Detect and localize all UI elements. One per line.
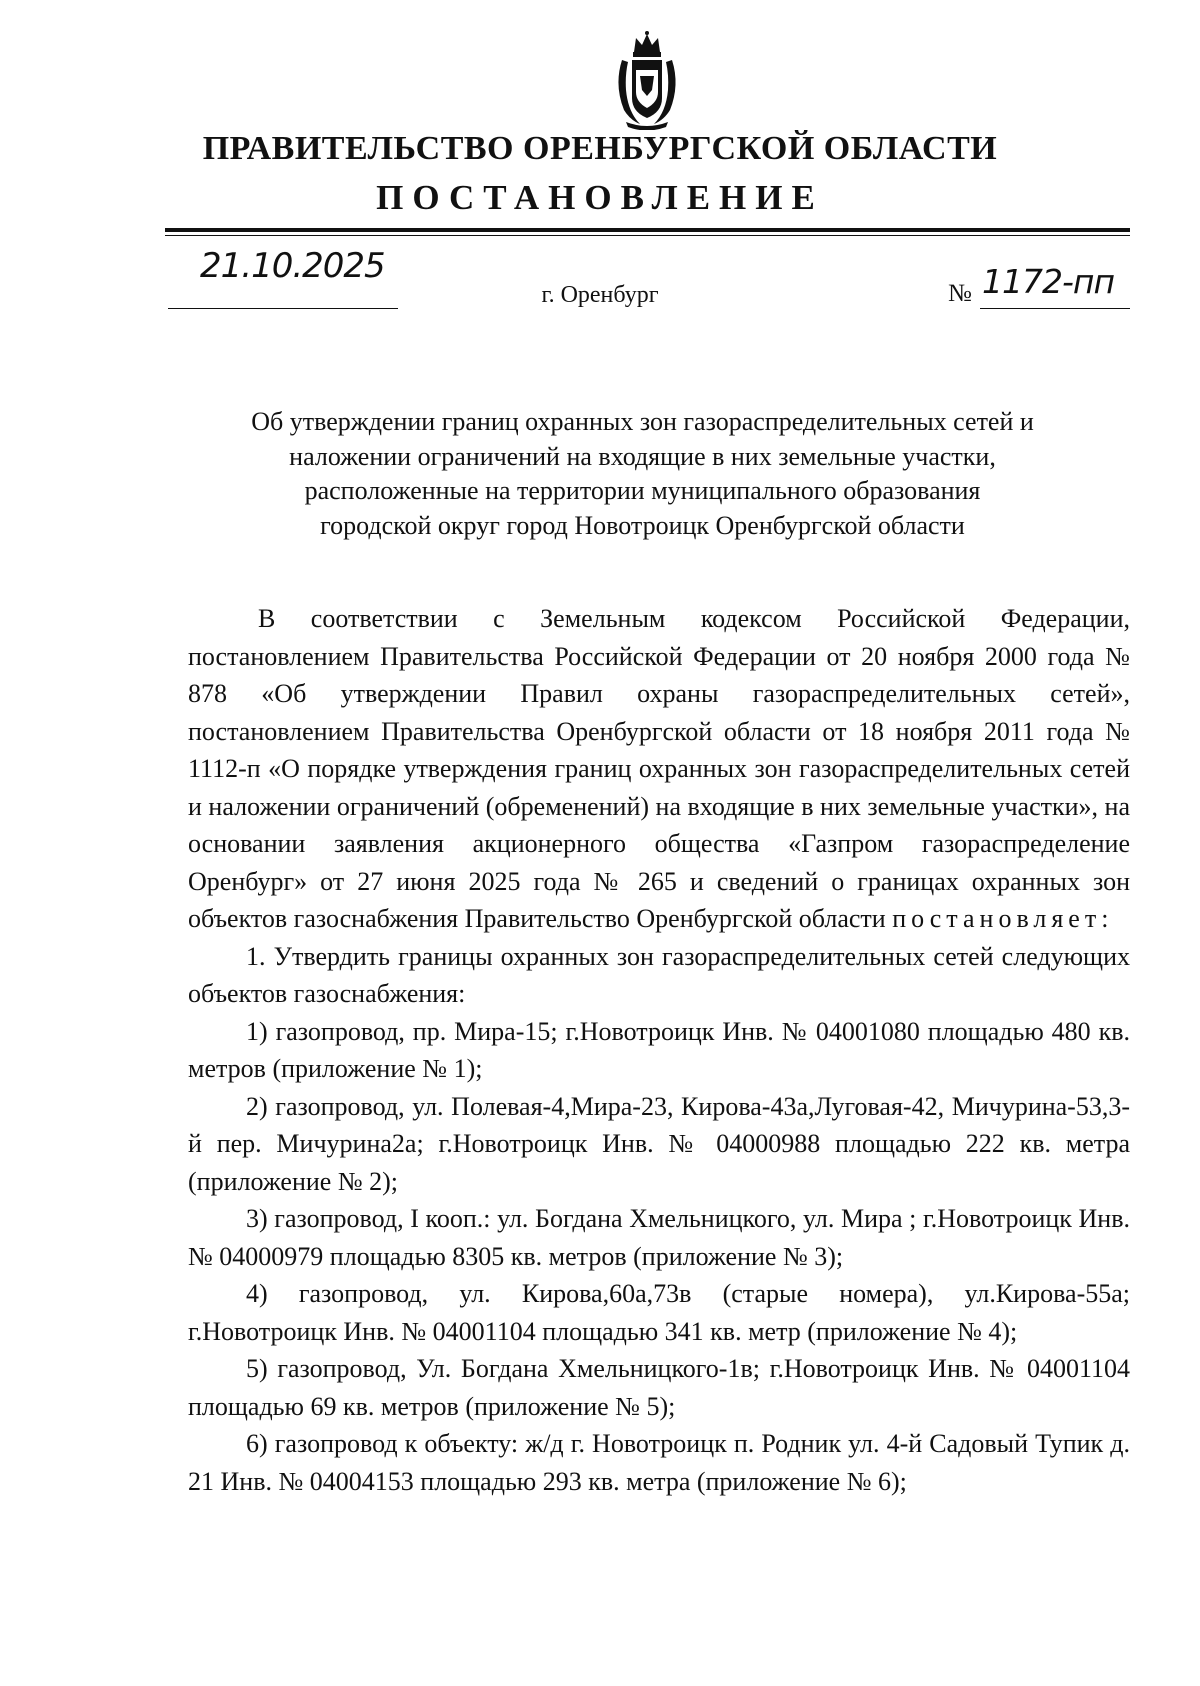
document-date: 21.10.2025 bbox=[200, 246, 385, 286]
number-sign: № bbox=[948, 280, 972, 307]
point-1: 1. Утвердить границы охранных зон газораспределительных сетей следующих объектов газоснабжения: bbox=[188, 941, 1130, 1008]
subject-line: расположенные на территории муниципального образования bbox=[304, 476, 981, 505]
number-underline bbox=[980, 308, 1130, 309]
list-item: 1) газопровод, пр. Мира-15; г.Новотроицк Инв. № 04001080 площадью 480 кв. метров (приложение № 1); bbox=[188, 1016, 1130, 1083]
list-item: 4) газопровод, ул. Кирова,60а,73в (старые номера), ул.Кирова-55а; г.Новотроицк Инв. № 04001104 площадью 341 кв. метр (приложение № 4); bbox=[188, 1279, 1130, 1346]
header-rule-thin bbox=[165, 235, 1130, 236]
subject-line: Об утверждении границ охранных зон газораспределительных сетей и bbox=[251, 407, 1034, 436]
preamble-paragraph bbox=[188, 600, 1130, 938]
preamble-text: В соответствии с Земельным кодексом Российской Федерации, постановлением Правительства Российской Федерации от 20 ноября 2000 года № 878 «Об утверждении Правил охраны газораспределительных сетей», постановлением Правительства Оренбургской области от 18 ноября 2011 года № 1112-п «О порядке утверждения границ охранных зон газораспределительных сетей и наложении ограничений (обременений) на входящие в них земельные участки», на основании заявления акционерного общества «Газпром газораспределение Оренбург» от 27 июня 2025 года № 265 и сведений о границах охранных зон объектов газоснабжения Правительство Оренбургской области bbox=[188, 604, 1130, 933]
coat-of-arms-icon bbox=[612, 30, 682, 130]
document-body bbox=[188, 600, 1130, 1500]
organization-title: ПРАВИТЕЛЬСТВО ОРЕНБУРГСКОЙ ОБЛАСТИ bbox=[202, 130, 998, 167]
header-rule-thick bbox=[165, 228, 1130, 232]
resolves-word: постановляет: bbox=[892, 904, 1114, 933]
list-item: 6) газопровод к объекту: ж/д г. Новотроицк п. Родник ул. 4-й Садовый Тупик д. 21 Инв. № 04004153 площадью 293 кв. метра (приложение № 6); bbox=[188, 1429, 1130, 1496]
document-type: ПОСТАНОВЛЕНИЕ bbox=[376, 178, 824, 217]
list-item: 3) газопровод, I кооп.: ул. Богдана Хмельницкого, ул. Мира ; г.Новотроицк Инв. № 04000979 площадью 8305 кв. метров (приложение № 3); bbox=[188, 1204, 1130, 1271]
document-subject bbox=[180, 405, 1105, 543]
list-item: 2) газопровод, ул. Полевая-4,Мира-23, Кирова-43а,Луговая-42, Мичурина-53,3-й пер. Мичурина2а; г.Новотроицк Инв. № 04000988 площадью 222 кв. метра (приложение № 2); bbox=[188, 1091, 1130, 1196]
subject-line: наложении ограничений на входящие в них земельные участки, bbox=[289, 441, 996, 471]
document-number: 1172-пп bbox=[982, 262, 1115, 301]
document-city: г. Оренбург bbox=[541, 282, 659, 308]
list-item: 5) газопровод, Ул. Богдана Хмельницкого-1в; г.Новотроицк Инв. № 04001104 площадью 69 кв. метров (приложение № 5); bbox=[188, 1354, 1130, 1421]
subject-line: городской округ город Новотроицк Оренбургской области bbox=[320, 510, 965, 540]
